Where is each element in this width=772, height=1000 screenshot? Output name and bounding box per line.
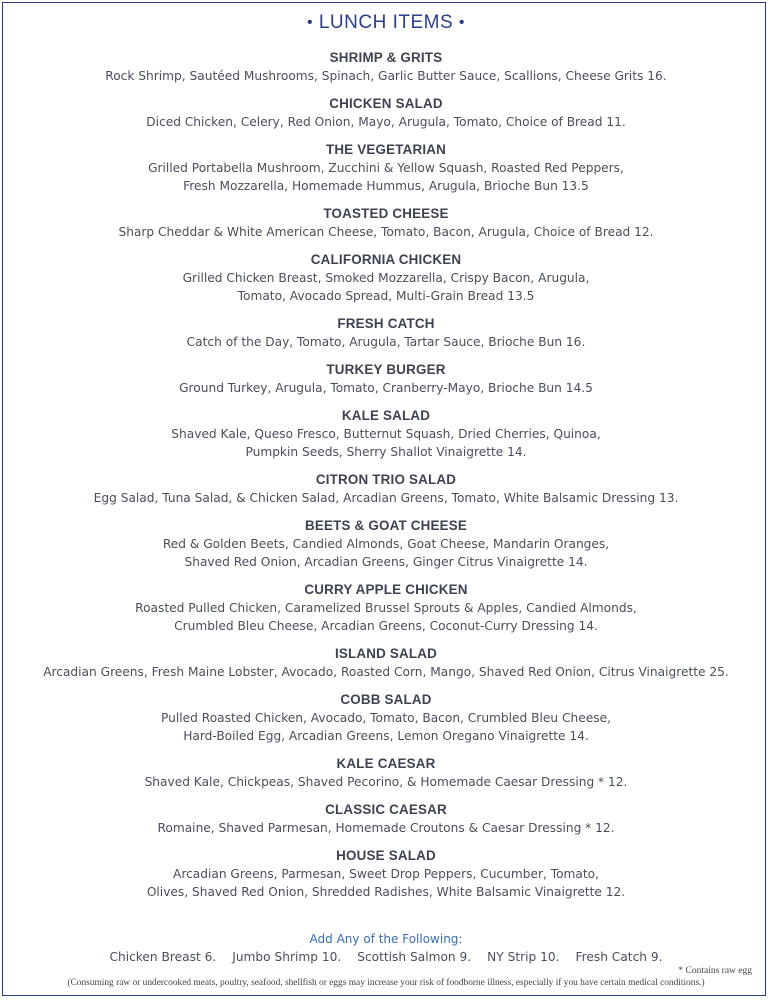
menu-item-description	[0, 333, 772, 351]
menu-item-name: SHRIMP & GRITS	[329, 50, 443, 65]
menu-item-description-line: Roasted Pulled Chicken, Caramelized Brussel Sprouts & Apples, Candied Almonds,	[135, 601, 637, 615]
menu-item-description-line: Fresh Mozzarella, Homemade Hummus, Arugula, Brioche Bun 13.5	[183, 179, 589, 193]
menu-item-name: THE VEGETARIAN	[325, 142, 447, 157]
menu-item	[0, 755, 772, 791]
menu-item-name: CURRY APPLE CHICKEN	[304, 582, 468, 597]
menu-item-description-line: Arcadian Greens, Parmesan, Sweet Drop Peppers, Cucumber, Tomato,	[172, 867, 599, 881]
menu-item-description-line: Tomato, Avocado Spread, Multi-Grain Bread 13.5	[237, 289, 535, 303]
menu-item-description-line: Arcadian Greens, Fresh Maine Lobster, Avocado, Roasted Corn, Mango, Shaved Red Onion, Citrus Vinaigrette 25.	[43, 665, 729, 679]
menu-item-description	[0, 663, 772, 681]
menu-item	[0, 847, 772, 901]
menu-item-name: ISLAND SALAD	[334, 646, 438, 661]
addon-item: Fresh Catch 9.	[575, 950, 663, 964]
menu-item	[0, 315, 772, 351]
menu-item-description	[0, 599, 772, 635]
menu-item-description	[0, 425, 772, 461]
menu-title-text: LUNCH ITEMS	[318, 12, 454, 33]
menu-item-name: CITRON TRIO SALAD	[315, 472, 457, 487]
menu-item-name: CHICKEN SALAD	[329, 96, 443, 111]
menu-item	[0, 251, 772, 305]
menu-item-name: HOUSE SALAD	[336, 848, 436, 863]
menu-item-description-line: Shaved Kale, Queso Fresco, Butternut Squash, Dried Cherries, Quinoa,	[171, 427, 601, 441]
addon-item: Jumbo Shrimp 10.	[232, 950, 342, 964]
menu-item-description-line: Ground Turkey, Arugula, Tomato, Cranberry-Mayo, Brioche Bun 14.5	[179, 381, 593, 395]
menu-item-description-line: Romaine, Shaved Parmesan, Homemade Croutons & Caesar Dressing * 12.	[157, 821, 615, 835]
menu-item-name: COBB SALAD	[340, 692, 432, 707]
menu-item-description	[0, 159, 772, 195]
addon-item: Scottish Salmon 9.	[357, 950, 472, 964]
menu-item-description-line: Pumpkin Seeds, Sherry Shallot Vinaigrette 14.	[245, 445, 527, 459]
menu-item-description-line: Rock Shrimp, Sautéed Mushrooms, Spinach, Garlic Butter Sauce, Scallions, Cheese Grits 16.	[105, 69, 667, 83]
menu-item-description	[0, 865, 772, 901]
menu-items-list	[0, 49, 772, 901]
menu-item-description-line: Hard-Boiled Egg, Arcadian Greens, Lemon Oregano Vinaigrette 14.	[183, 729, 589, 743]
menu-item	[0, 471, 772, 507]
menu-title	[0, 12, 772, 34]
food-safety-disclaimer: (Consuming raw or undercooked meats, poultry, seafood, shellfish or eggs may increase your risk of foodborne illness, especially if you have certain medical conditions.)	[67, 978, 705, 988]
menu-item-name: CLASSIC CAESAR	[325, 802, 447, 817]
menu-item-name: CALIFORNIA CHICKEN	[310, 252, 462, 267]
menu-item	[0, 517, 772, 571]
menu-item-description	[0, 269, 772, 305]
bullet-left: •	[306, 14, 314, 31]
bullet-right: •	[458, 14, 466, 31]
menu-item-description	[0, 379, 772, 397]
menu-item-name: TURKEY BURGER	[326, 362, 446, 377]
menu-item	[0, 361, 772, 397]
menu-item-name: KALE SALAD	[341, 408, 431, 423]
menu-item	[0, 581, 772, 635]
raw-egg-note: * Contains raw egg	[678, 966, 752, 976]
menu-item-description-line: Grilled Chicken Breast, Smoked Mozzarella, Crispy Bacon, Arugula,	[182, 271, 590, 285]
menu-item-description-line: Red & Golden Beets, Candied Almonds, Goat Cheese, Mandarin Oranges,	[162, 537, 610, 551]
menu-item-name: FRESH CATCH	[337, 316, 435, 331]
menu-item-description	[0, 535, 772, 571]
menu-item-description-line: Egg Salad, Tuna Salad, & Chicken Salad, Arcadian Greens, Tomato, White Balsamic Dressing 13.	[93, 491, 679, 505]
menu-item-description-line: Pulled Roasted Chicken, Avocado, Tomato, Bacon, Crumbled Bleu Cheese,	[161, 711, 611, 725]
menu-item	[0, 801, 772, 837]
addon-item: NY Strip 10.	[487, 950, 560, 964]
menu-item-name: KALE CAESAR	[336, 756, 436, 771]
menu-item-description-line: Diced Chicken, Celery, Red Onion, Mayo, Arugula, Tomato, Choice of Bread 11.	[146, 115, 626, 129]
menu-item-description	[0, 489, 772, 507]
menu-item-description-line: Catch of the Day, Tomato, Arugula, Tartar Sauce, Brioche Bun 16.	[186, 335, 586, 349]
addon-item: Chicken Breast 6.	[109, 950, 217, 964]
menu-item	[0, 205, 772, 241]
menu-item-name: TOASTED CHEESE	[323, 206, 449, 221]
menu-item-description-line: Shaved Kale, Chickpeas, Shaved Pecorino, & Homemade Caesar Dressing * 12.	[144, 775, 628, 789]
menu-item	[0, 645, 772, 681]
menu-item	[0, 141, 772, 195]
addons-list	[0, 950, 772, 964]
menu-item	[0, 49, 772, 85]
menu-item	[0, 407, 772, 461]
menu-item-description	[0, 67, 772, 85]
menu-item-description	[0, 709, 772, 745]
menu-item-description-line: Olives, Shaved Red Onion, Shredded Radishes, White Balsamic Vinaigrette 12.	[146, 885, 626, 899]
addons-title: Add Any of the Following:	[309, 932, 463, 946]
menu-item-description-line: Sharp Cheddar & White American Cheese, Tomato, Bacon, Arugula, Choice of Bread 12.	[118, 225, 654, 239]
menu-item-description-line: Shaved Red Onion, Arcadian Greens, Ginger Citrus Vinaigrette 14.	[184, 555, 588, 569]
menu-item-description	[0, 819, 772, 837]
menu-item	[0, 95, 772, 131]
menu-item-description	[0, 223, 772, 241]
menu-item-description-line: Grilled Portabella Mushroom, Zucchini & Yellow Squash, Roasted Red Peppers,	[148, 161, 624, 175]
menu-item	[0, 691, 772, 745]
menu-item-description	[0, 113, 772, 131]
menu-item-description	[0, 773, 772, 791]
menu-item-description-line: Crumbled Bleu Cheese, Arcadian Greens, Coconut-Curry Dressing 14.	[174, 619, 598, 633]
menu-item-name: BEETS & GOAT CHEESE	[304, 518, 468, 533]
